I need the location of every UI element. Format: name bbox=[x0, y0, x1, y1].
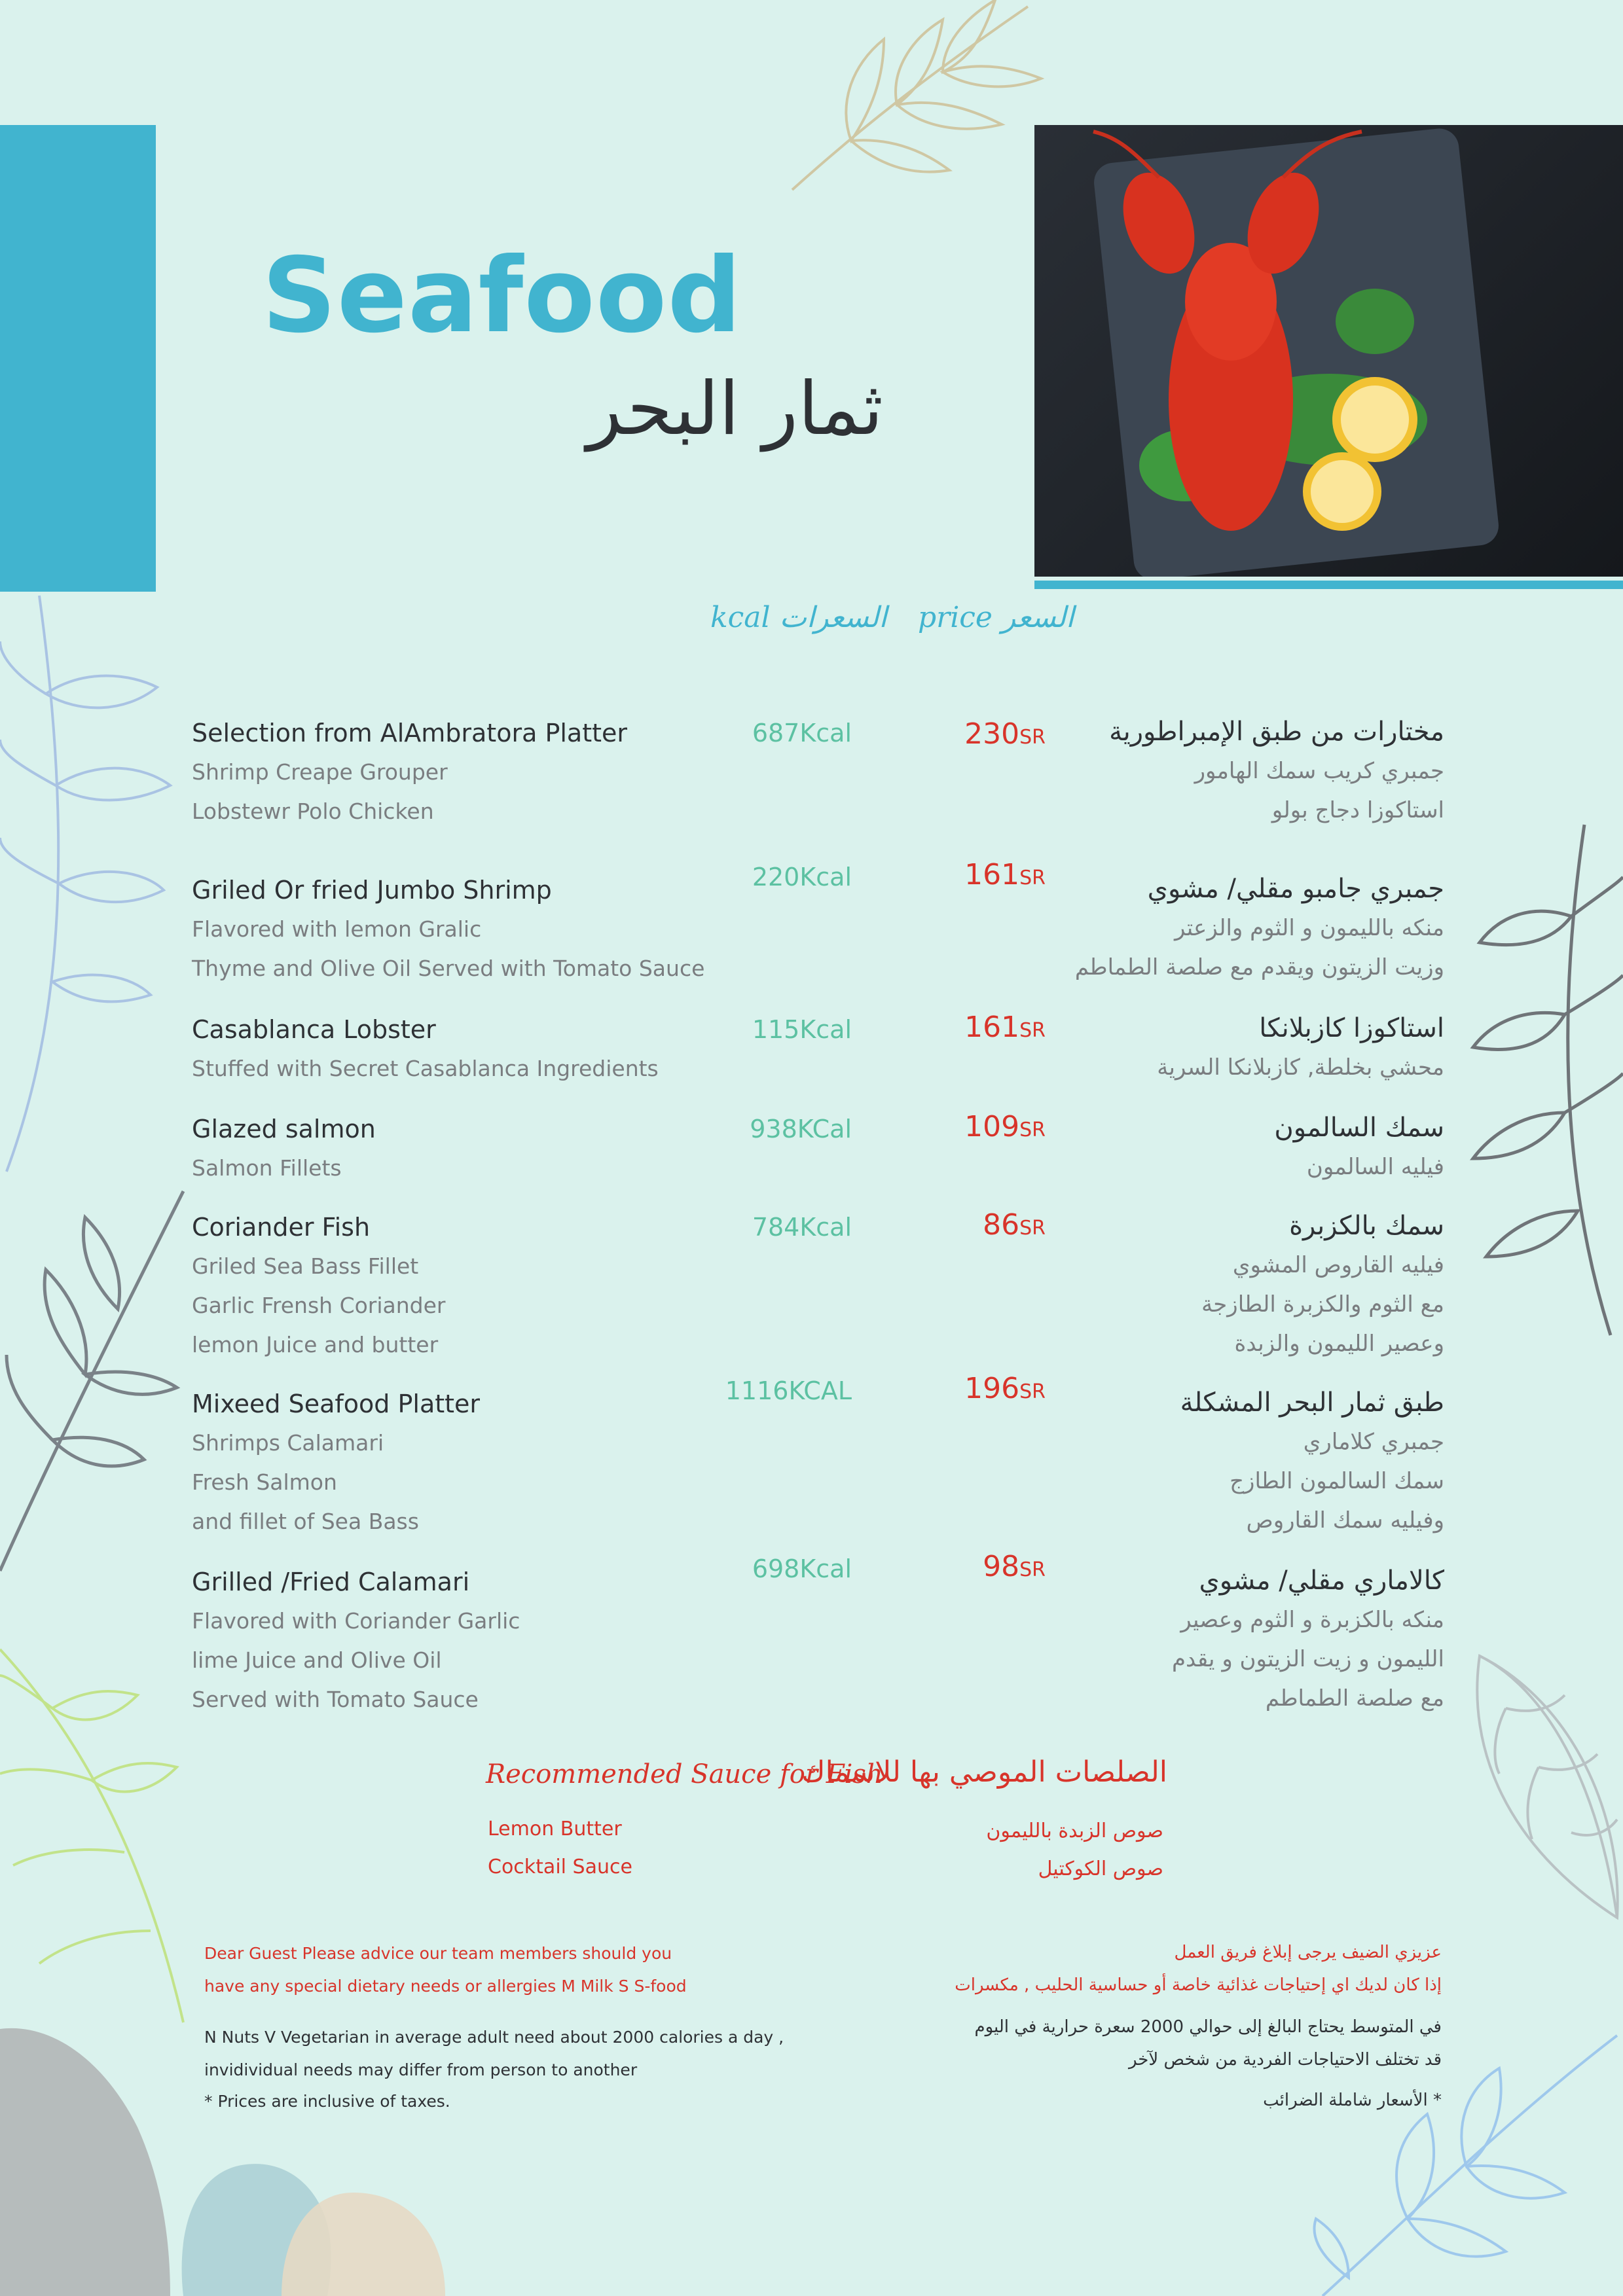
item-calories: 1116KCAL bbox=[725, 1376, 852, 1405]
allergy-note-arabic: عزيزي الضيف يرجى إبلاغ فريق العمل bbox=[1174, 1943, 1442, 1962]
item-description-arabic: سمك السالمون الطازج bbox=[1230, 1468, 1444, 1494]
item-description-arabic: وعصير الليمون والزبدة bbox=[1234, 1331, 1444, 1357]
item-price bbox=[983, 1550, 1046, 1583]
item-description-arabic: محشي بخلطة, كازبلانكا السرية bbox=[1157, 1054, 1444, 1081]
item-description-arabic: مع الثوم والكزبرة الطازجة bbox=[1201, 1291, 1444, 1318]
item-description-arabic: جمبري كلاماري bbox=[1303, 1429, 1444, 1455]
item-price bbox=[964, 1110, 1046, 1143]
price-header-en: price bbox=[918, 601, 993, 634]
price-currency: SR bbox=[1019, 1119, 1046, 1141]
price-value: 98 bbox=[983, 1550, 1020, 1583]
item-description: Stuffed with Secret Casablanca Ingredients bbox=[192, 1056, 659, 1081]
sauce-item-arabic: صوص الزبدة بالليمون bbox=[986, 1820, 1163, 1842]
item-description-arabic: منكه بالكزبرة و الثوم وعصير bbox=[1180, 1607, 1444, 1633]
item-name: Coriander Fish bbox=[192, 1213, 371, 1242]
price-value: 161 bbox=[964, 858, 1020, 891]
item-name-arabic: استاكوزا كازبلانكا bbox=[1259, 1013, 1444, 1043]
item-description: Thyme and Olive Oil Served with Tomato Sauce bbox=[192, 956, 705, 981]
right-grey-leaf-decoration bbox=[1467, 818, 1623, 1342]
item-name: Griled Or fried Jumbo Shrimp bbox=[192, 876, 552, 905]
menu-item-ar bbox=[1180, 1383, 1444, 1540]
menu-item-en bbox=[192, 713, 627, 831]
allergy-note-arabic: إذا كان لديك اي إحتياجات غذائية خاصة أو حساسية الحليب , مكسرات bbox=[955, 1975, 1442, 1995]
item-calories: 687Kcal bbox=[752, 719, 852, 747]
lobster-photo bbox=[1034, 125, 1623, 577]
page-title-arabic: ثمار البحر bbox=[587, 367, 883, 452]
allergy-note: Dear Guest Please advice our team members should you bbox=[204, 1944, 672, 1963]
item-description: lime Juice and Olive Oil bbox=[192, 1647, 442, 1673]
tax-note: * Prices are inclusive of taxes. bbox=[204, 2092, 450, 2111]
item-name-arabic: سمك بالكزبرة bbox=[1289, 1211, 1444, 1241]
price-value: 230 bbox=[964, 717, 1020, 751]
menu-item-ar bbox=[1172, 1561, 1444, 1718]
calorie-note: N Nuts V Vegetarian in average adult need about 2000 calories a day , bbox=[204, 2028, 784, 2047]
item-description-arabic: استاكوزا دجاج بولو bbox=[1271, 797, 1444, 823]
menu-item-en bbox=[192, 870, 704, 988]
item-calories: 698Kcal bbox=[752, 1554, 852, 1583]
price-value: 161 bbox=[964, 1011, 1020, 1044]
item-description: Shrimps Calamari bbox=[192, 1430, 384, 1456]
menu-item-ar bbox=[1075, 869, 1444, 987]
item-name-arabic: جمبري جامبو مقلي/ مشوي bbox=[1147, 874, 1444, 904]
price-column-header bbox=[918, 601, 1074, 634]
item-price bbox=[983, 1208, 1046, 1242]
sauce-item-arabic: صوص الكوكتيل bbox=[1038, 1857, 1163, 1880]
item-description: Shrimp Creape Grouper bbox=[192, 759, 448, 785]
item-calories: 115Kcal bbox=[752, 1015, 852, 1044]
menu-item-en bbox=[192, 1208, 446, 1365]
item-price bbox=[964, 1372, 1046, 1405]
item-description-arabic: وفيليه سمك القاروص bbox=[1246, 1507, 1444, 1534]
item-name-arabic: طبق ثمار البحر المشكلة bbox=[1180, 1388, 1444, 1418]
item-name: Grilled /Fried Calamari bbox=[192, 1568, 470, 1596]
item-name-arabic: مختارات من طبق الإمبراطورية bbox=[1109, 717, 1444, 747]
lobster-illustration bbox=[1034, 125, 1623, 577]
item-description-arabic: الليمون و زيت الزيتون و يقدم bbox=[1171, 1646, 1444, 1672]
item-description-arabic: جمبري كريب سمك الهامور bbox=[1194, 758, 1444, 784]
item-description: Fresh Salmon bbox=[192, 1469, 337, 1495]
item-name: Mixeed Seafood Platter bbox=[192, 1390, 481, 1418]
menu-item-en bbox=[192, 1384, 480, 1541]
item-description: Garlic Frensh Coriander bbox=[192, 1293, 446, 1318]
item-calories: 784Kcal bbox=[752, 1213, 852, 1242]
menu-item-en bbox=[192, 1010, 659, 1088]
sauce-item: Lemon Butter bbox=[488, 1818, 622, 1840]
item-description: and fillet of Sea Bass bbox=[192, 1509, 419, 1534]
calorie-note-arabic: قد تختلف الاحتياجات الفردية من شخص لآخر bbox=[1128, 2050, 1442, 2070]
item-description: Griled Sea Bass Fillet bbox=[192, 1253, 419, 1279]
header-blue-panel bbox=[0, 125, 156, 592]
item-description-arabic: منكه بالليمون و الثوم والزعتر bbox=[1175, 915, 1444, 941]
item-name-arabic: سمك السالمون bbox=[1274, 1113, 1444, 1143]
item-name: Glazed salmon bbox=[192, 1115, 376, 1143]
item-description-arabic: وزيت الزيتون ويقدم مع صلصة الطماطم bbox=[1074, 954, 1444, 980]
item-price bbox=[964, 858, 1046, 891]
price-currency: SR bbox=[1019, 1558, 1046, 1581]
right-light-leaf-decoration bbox=[1467, 1649, 1623, 1924]
kcal-header-en: kcal bbox=[710, 601, 771, 634]
photo-underline bbox=[1034, 581, 1623, 589]
page-title: Seafood bbox=[262, 236, 742, 356]
price-currency: SR bbox=[1019, 867, 1046, 889]
tax-note-arabic: * الأسعار شاملة الضرائب bbox=[1263, 2090, 1442, 2110]
price-currency: SR bbox=[1019, 1380, 1046, 1403]
item-description: Flavored with Coriander Garlic bbox=[192, 1608, 520, 1634]
item-name: Casablanca Lobster bbox=[192, 1015, 436, 1044]
price-currency: SR bbox=[1019, 1019, 1046, 1042]
price-value: 196 bbox=[964, 1372, 1020, 1405]
item-description-arabic: مع صلصة الطماطم bbox=[1265, 1685, 1444, 1712]
sauce-item: Cocktail Sauce bbox=[488, 1856, 632, 1878]
item-description-arabic: فيليه السالمون bbox=[1306, 1154, 1444, 1180]
calorie-note: invidividual needs may differ from person to another bbox=[204, 2060, 638, 2079]
item-calories: 938KCal bbox=[750, 1115, 852, 1143]
calorie-note-arabic: في المتوسط يحتاج البالغ إلى حوالي 2000 سعرة حرارية في اليوم bbox=[974, 2017, 1442, 2037]
menu-item-ar bbox=[1157, 1009, 1444, 1087]
item-description: Served with Tomato Sauce bbox=[192, 1687, 479, 1712]
sauce-heading-arabic: الصلصات الموصي بها للاسماك bbox=[801, 1755, 1167, 1789]
price-currency: SR bbox=[1019, 726, 1046, 749]
price-value: 86 bbox=[983, 1208, 1020, 1242]
menu-item-en bbox=[192, 1109, 376, 1188]
item-description-arabic: فيليه القاروص المشوي bbox=[1232, 1252, 1444, 1278]
price-header-ar: السعر bbox=[1001, 601, 1074, 634]
menu-item-ar bbox=[1201, 1206, 1444, 1363]
item-price bbox=[964, 717, 1046, 751]
menu-item-en bbox=[192, 1562, 520, 1719]
item-price bbox=[964, 1011, 1046, 1044]
left-green-leaf-decoration bbox=[0, 1636, 190, 2029]
item-name: Selection from AlAmbratora Platter bbox=[192, 719, 627, 747]
item-name-arabic: كالاماري مقلي/ مشوي bbox=[1199, 1566, 1444, 1596]
price-currency: SR bbox=[1019, 1217, 1046, 1240]
item-description: Salmon Fillets bbox=[192, 1155, 342, 1181]
menu-item-ar bbox=[1274, 1108, 1444, 1187]
kcal-column-header bbox=[710, 601, 887, 634]
menu-item-ar bbox=[1109, 712, 1444, 830]
allergy-note: have any special dietary needs or allergies M Milk S S-food bbox=[204, 1977, 687, 1996]
item-description: Lobstewr Polo Chicken bbox=[192, 798, 434, 824]
item-calories: 220Kcal bbox=[752, 863, 852, 891]
item-description: Flavored with lemon Gralic bbox=[192, 916, 482, 942]
kcal-header-ar: السعرات bbox=[779, 601, 887, 634]
sauce-heading: Recommended Sauce for Fish bbox=[486, 1759, 883, 1789]
left-grey-leaf-decoration bbox=[0, 1178, 190, 1584]
price-value: 109 bbox=[964, 1110, 1020, 1143]
left-blue-leaf-decoration bbox=[0, 589, 177, 1178]
item-description: lemon Juice and butter bbox=[192, 1332, 439, 1357]
